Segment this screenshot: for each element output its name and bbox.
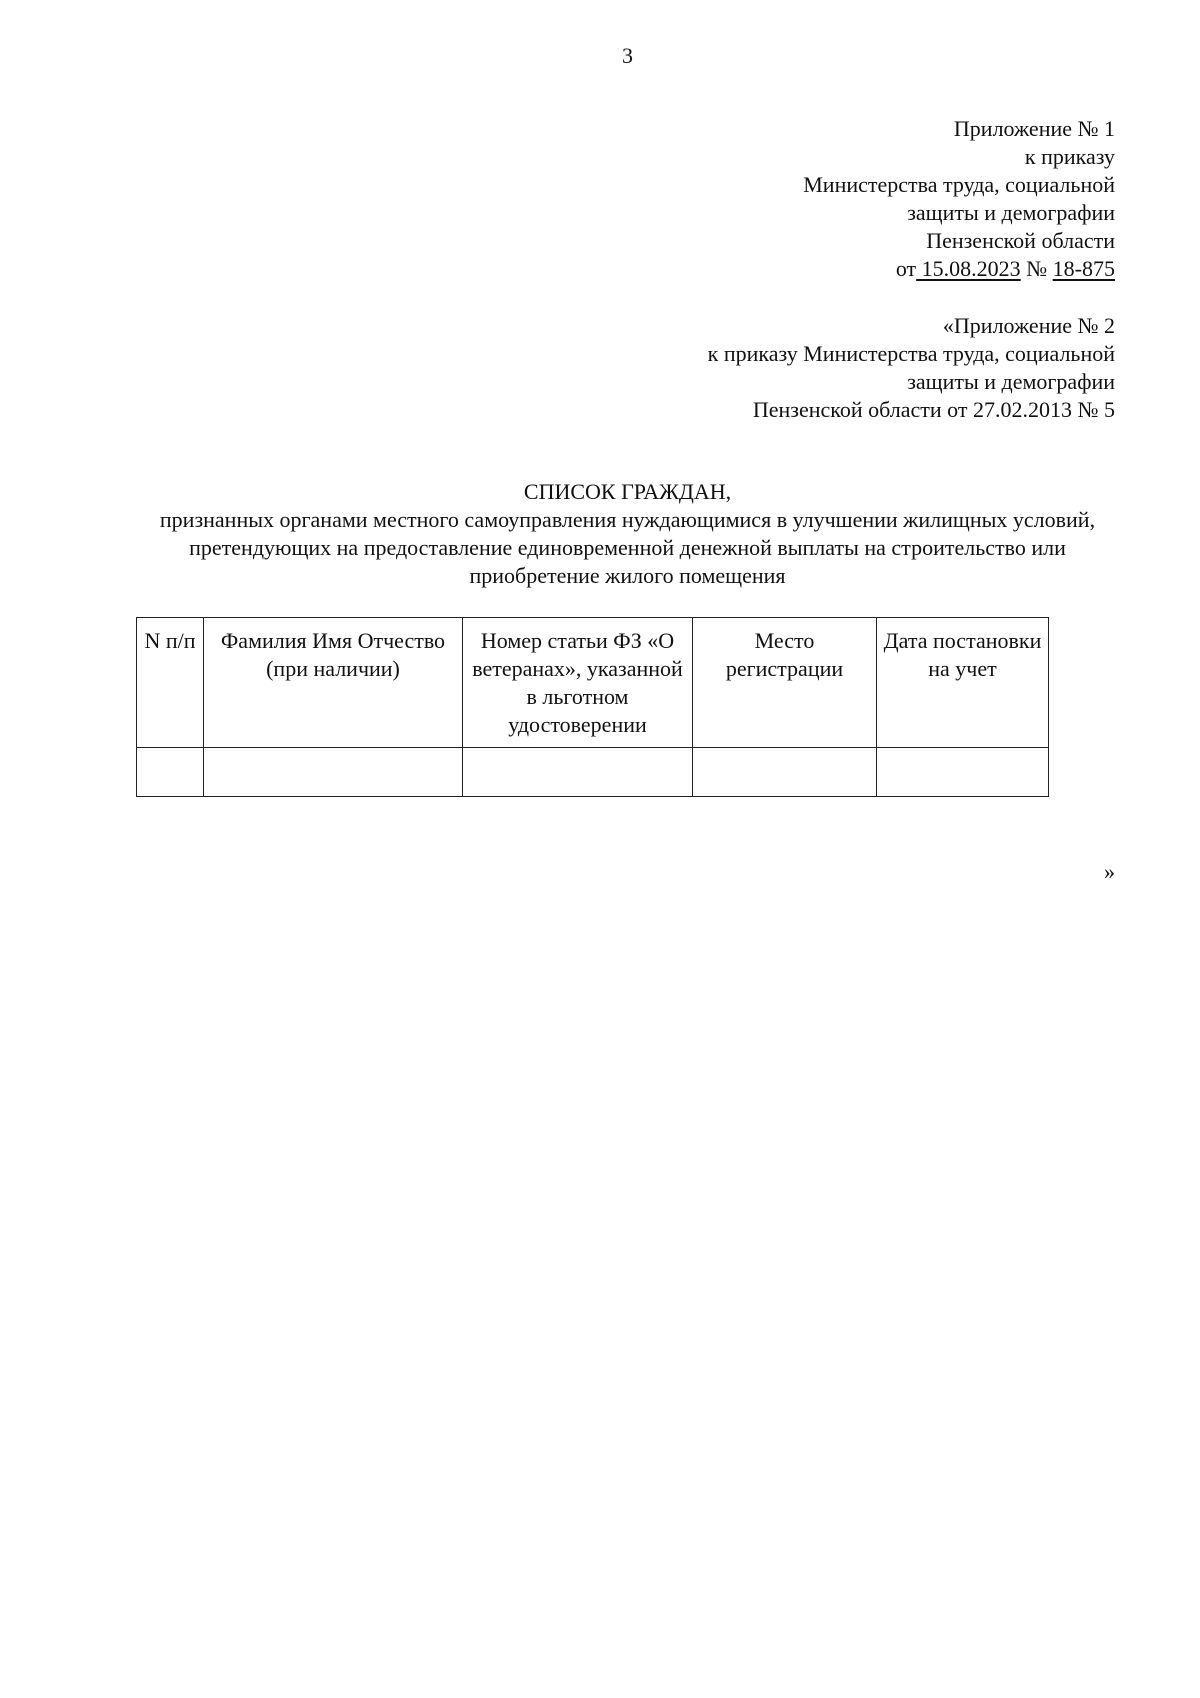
appendix-1-title: Приложение № 1 — [953, 116, 1115, 141]
appendix-1-line: защиты и демографии — [907, 200, 1115, 225]
column-header-number: N п/п — [137, 618, 204, 748]
table-cell — [463, 748, 693, 797]
citizens-table — [136, 617, 1049, 797]
column-header-law-article: Номер статьи ФЗ «О ветеранах», указанной в льготном удостоверении — [463, 618, 693, 748]
column-header-full-name: Фамилия Имя Отчество (при наличии) — [204, 618, 463, 748]
table-cell — [137, 748, 204, 797]
appendix-1-line: к приказу — [1024, 144, 1115, 169]
number-prefix: № — [1026, 256, 1048, 281]
table-row — [137, 748, 1049, 797]
table-header-row — [137, 618, 1049, 748]
appendix-2-title: «Приложение № 2 — [942, 313, 1115, 338]
table-cell — [693, 748, 877, 797]
appendix-1-date-line — [803, 255, 1115, 283]
column-header-registration-date: Дата постановки на учет — [877, 618, 1049, 748]
appendix-2-line: Пензенской области от 27.02.2013 № 5 — [752, 397, 1115, 422]
order-date: 15.08.2023 — [916, 256, 1021, 281]
appendix-2-line: к приказу Министерства труда, социальной — [707, 341, 1115, 366]
order-number: 18-875 — [1052, 256, 1115, 281]
table-cell — [204, 748, 463, 797]
document-title: СПИСОК ГРАЖДАН, — [523, 479, 732, 504]
appendix-1-line: Пензенской области — [926, 228, 1115, 253]
appendix-1-stamp — [803, 115, 1115, 283]
table-cell — [877, 748, 1049, 797]
date-prefix: от — [895, 256, 917, 281]
appendix-2-stamp — [708, 312, 1115, 424]
appendix-2-line: защиты и демографии — [907, 369, 1115, 394]
appendix-1-line: Министерства труда, социальной — [803, 172, 1115, 197]
column-header-registration-place: Место регистрации — [693, 618, 877, 748]
closing-quote: » — [1104, 859, 1115, 884]
document-subtitle: признанных органами местного самоуправления нуждающимися в улучшении жилищных условий, претендующих на предоставление единовременной денежной выплаты на строительство или приобретение жилого помещения — [159, 507, 1096, 588]
page-number: 3 — [622, 43, 633, 68]
